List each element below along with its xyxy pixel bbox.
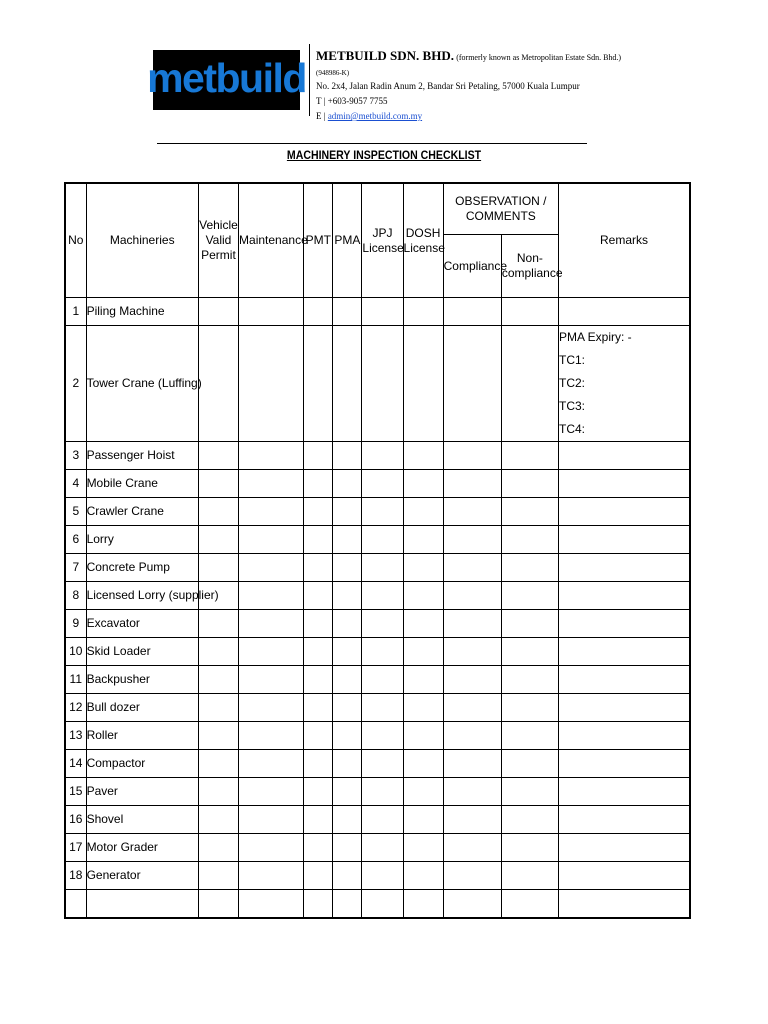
header-non-compliance: Non- compliance — [501, 235, 558, 298]
maintenance-cell[interactable] — [239, 806, 304, 834]
maintenance-cell[interactable] — [239, 722, 304, 750]
dosh-license-cell[interactable] — [403, 326, 443, 442]
jpj-license-cell[interactable] — [362, 694, 403, 722]
non-compliance-cell[interactable] — [501, 582, 558, 610]
header-no: No — [65, 183, 86, 298]
table-row — [65, 554, 690, 582]
pmt-cell[interactable] — [304, 722, 333, 750]
machinery-name: Concrete Pump — [86, 554, 198, 582]
pma-cell[interactable] — [333, 610, 362, 638]
vehicle-permit-cell[interactable] — [198, 666, 238, 694]
inspection-table — [64, 182, 691, 919]
remarks-cell[interactable] — [559, 298, 691, 326]
non-compliance-cell[interactable] — [501, 694, 558, 722]
remarks-line: TC2: — [559, 376, 586, 390]
remarks-cell[interactable] — [559, 610, 691, 638]
pmt-cell[interactable] — [304, 442, 333, 470]
vehicle-permit-cell[interactable] — [198, 722, 238, 750]
non-compliance-cell[interactable] — [501, 554, 558, 582]
row-number: 17 — [65, 834, 86, 862]
pma-cell[interactable] — [333, 326, 362, 442]
dosh-license-cell[interactable] — [403, 834, 443, 862]
compliance-cell[interactable] — [443, 298, 501, 326]
remarks-cell[interactable] — [559, 722, 691, 750]
phone-number: +603-9057 7755 — [327, 96, 388, 106]
compliance-cell[interactable] — [443, 722, 501, 750]
header-jpj-license: JPJ License — [362, 183, 403, 298]
table-row — [65, 470, 690, 498]
header-machineries: Machineries — [86, 183, 198, 298]
maintenance-cell[interactable] — [239, 554, 304, 582]
vehicle-permit-cell[interactable] — [198, 638, 238, 666]
header-pma: PMA — [333, 183, 362, 298]
table-row — [65, 526, 690, 554]
company-former-name: (formerly known as Metropolitan Estate Sdn. Bhd.) — [456, 53, 622, 62]
pma-cell[interactable] — [333, 862, 362, 890]
pma-cell[interactable] — [333, 666, 362, 694]
table-row — [65, 834, 690, 862]
row-number: 7 — [65, 554, 86, 582]
compliance-cell[interactable] — [443, 470, 501, 498]
compliance-cell[interactable] — [443, 554, 501, 582]
pma-cell[interactable] — [333, 750, 362, 778]
non-compliance-cell[interactable] — [501, 666, 558, 694]
dosh-license-cell[interactable] — [403, 722, 443, 750]
pma-cell[interactable] — [333, 470, 362, 498]
pmt-cell[interactable] — [304, 862, 333, 890]
table-row — [65, 326, 690, 442]
company-address: No. 2x4, Jalan Radin Anum 2, Bandar Sri Petaling, 57000 Kuala Lumpur — [316, 81, 580, 91]
table-row — [65, 666, 690, 694]
pmt-cell[interactable] — [304, 750, 333, 778]
maintenance-cell[interactable] — [239, 638, 304, 666]
non-compliance-cell[interactable] — [501, 298, 558, 326]
jpj-license-cell[interactable] — [362, 582, 403, 610]
vehicle-permit-cell[interactable] — [198, 610, 238, 638]
pmt-cell[interactable] — [304, 834, 333, 862]
machinery-name — [86, 890, 198, 918]
table-row — [65, 442, 690, 470]
table-row — [65, 298, 690, 326]
table-row — [65, 750, 690, 778]
non-compliance-cell[interactable] — [501, 722, 558, 750]
row-number: 8 — [65, 582, 86, 610]
jpj-license-cell[interactable] — [362, 498, 403, 526]
pma-cell[interactable] — [333, 778, 362, 806]
email-link[interactable]: admin@metbuild.com.my — [327, 111, 423, 121]
remarks-cell[interactable] — [559, 694, 691, 722]
remarks-cell[interactable] — [559, 666, 691, 694]
jpj-license-cell[interactable] — [362, 554, 403, 582]
machinery-name: Passenger Hoist — [86, 442, 198, 470]
remarks-cell[interactable] — [559, 442, 691, 470]
maintenance-cell[interactable] — [239, 526, 304, 554]
maintenance-cell[interactable] — [239, 610, 304, 638]
jpj-license-cell[interactable] — [362, 862, 403, 890]
compliance-cell[interactable] — [443, 610, 501, 638]
jpj-license-cell[interactable] — [362, 750, 403, 778]
compliance-cell[interactable] — [443, 582, 501, 610]
pmt-cell[interactable] — [304, 498, 333, 526]
row-number: 5 — [65, 498, 86, 526]
machinery-name: Generator — [86, 862, 198, 890]
vehicle-permit-cell[interactable] — [198, 834, 238, 862]
machinery-name: Tower Crane (Luffing) — [86, 326, 198, 442]
remarks-cell[interactable] — [559, 526, 691, 554]
table-row — [65, 610, 690, 638]
pmt-cell[interactable] — [304, 298, 333, 326]
machinery-name: Crawler Crane — [86, 498, 198, 526]
jpj-license-cell[interactable] — [362, 834, 403, 862]
vehicle-permit-cell[interactable] — [198, 862, 238, 890]
jpj-license-cell[interactable] — [362, 326, 403, 442]
vehicle-permit-cell[interactable] — [198, 554, 238, 582]
row-number: 4 — [65, 470, 86, 498]
table-row — [65, 890, 690, 918]
table-row — [65, 862, 690, 890]
pmt-cell[interactable] — [304, 610, 333, 638]
company-reg-no: (948986-K) — [316, 69, 350, 77]
company-name: METBUILD SDN. BHD. — [316, 48, 454, 63]
vehicle-permit-cell[interactable] — [198, 526, 238, 554]
compliance-cell[interactable] — [443, 326, 501, 442]
non-compliance-cell[interactable] — [501, 442, 558, 470]
vehicle-permit-cell[interactable] — [198, 326, 238, 442]
header-rule — [157, 143, 587, 144]
vehicle-permit-cell[interactable] — [198, 806, 238, 834]
pma-cell[interactable] — [333, 694, 362, 722]
compliance-cell[interactable] — [443, 526, 501, 554]
non-compliance-cell[interactable] — [501, 498, 558, 526]
maintenance-cell[interactable] — [239, 470, 304, 498]
machinery-name: Compactor — [86, 750, 198, 778]
maintenance-cell[interactable] — [239, 326, 304, 442]
compliance-cell[interactable] — [443, 862, 501, 890]
compliance-cell[interactable] — [443, 666, 501, 694]
pmt-cell[interactable] — [304, 554, 333, 582]
machinery-name: Piling Machine — [86, 298, 198, 326]
pma-cell[interactable] — [333, 442, 362, 470]
dosh-license-cell[interactable] — [403, 890, 443, 918]
row-number: 15 — [65, 778, 86, 806]
vehicle-permit-cell[interactable] — [198, 778, 238, 806]
non-compliance-cell[interactable] — [501, 638, 558, 666]
company-email — [316, 109, 621, 124]
pma-cell[interactable] — [333, 298, 362, 326]
remarks-cell[interactable] — [559, 890, 691, 918]
machinery-name: Motor Grader — [86, 834, 198, 862]
non-compliance-cell[interactable] — [501, 326, 558, 442]
row-number: 14 — [65, 750, 86, 778]
compliance-cell[interactable] — [443, 498, 501, 526]
dosh-license-cell[interactable] — [403, 554, 443, 582]
pma-cell[interactable] — [333, 582, 362, 610]
row-number: 12 — [65, 694, 86, 722]
compliance-cell[interactable] — [443, 750, 501, 778]
pma-cell[interactable] — [333, 526, 362, 554]
jpj-license-cell[interactable] — [362, 666, 403, 694]
machinery-name: Licensed Lorry (supplier) — [86, 582, 198, 610]
company-logo — [147, 50, 306, 110]
vehicle-permit-cell[interactable] — [198, 298, 238, 326]
company-info — [316, 48, 621, 124]
jpj-license-cell[interactable] — [362, 778, 403, 806]
header-vehicle-valid-permit: Vehicle Valid Permit — [198, 183, 238, 298]
jpj-license-cell[interactable] — [362, 526, 403, 554]
row-number: 2 — [65, 326, 86, 442]
remarks-line: PMA Expiry: - — [559, 330, 632, 344]
dosh-license-cell[interactable] — [403, 778, 443, 806]
row-number: 13 — [65, 722, 86, 750]
compliance-cell[interactable] — [443, 806, 501, 834]
pmt-cell[interactable] — [304, 470, 333, 498]
maintenance-cell[interactable] — [239, 834, 304, 862]
remarks-line: TC1: — [559, 353, 586, 367]
table-row — [65, 582, 690, 610]
dosh-license-cell[interactable] — [403, 526, 443, 554]
dosh-license-cell[interactable] — [403, 862, 443, 890]
vehicle-permit-cell[interactable] — [198, 498, 238, 526]
machinery-name: Excavator — [86, 610, 198, 638]
pmt-cell[interactable] — [304, 806, 333, 834]
jpj-license-cell[interactable] — [362, 470, 403, 498]
table-row — [65, 694, 690, 722]
vehicle-permit-cell[interactable] — [198, 470, 238, 498]
non-compliance-cell[interactable] — [501, 890, 558, 918]
header-maintenance: Maintenance — [239, 183, 304, 298]
non-compliance-cell[interactable] — [501, 750, 558, 778]
row-number: 16 — [65, 806, 86, 834]
remarks-cell[interactable] — [559, 638, 691, 666]
compliance-cell[interactable] — [443, 638, 501, 666]
non-compliance-cell[interactable] — [501, 778, 558, 806]
dosh-license-cell[interactable] — [403, 694, 443, 722]
table-row — [65, 638, 690, 666]
jpj-license-cell[interactable] — [362, 806, 403, 834]
dosh-license-cell[interactable] — [403, 750, 443, 778]
maintenance-cell[interactable] — [239, 582, 304, 610]
table-row — [65, 806, 690, 834]
pma-cell[interactable] — [333, 890, 362, 918]
logo-text: metbuild — [147, 54, 306, 101]
machinery-name: Backpusher — [86, 666, 198, 694]
table-row — [65, 498, 690, 526]
maintenance-cell[interactable] — [239, 298, 304, 326]
header-remarks: Remarks — [559, 183, 691, 298]
remarks-cell[interactable] — [559, 582, 691, 610]
vehicle-permit-cell[interactable] — [198, 890, 238, 918]
maintenance-cell[interactable] — [239, 442, 304, 470]
dosh-license-cell[interactable] — [403, 442, 443, 470]
compliance-cell[interactable] — [443, 778, 501, 806]
maintenance-cell[interactable] — [239, 778, 304, 806]
pmt-cell[interactable] — [304, 526, 333, 554]
row-number: 9 — [65, 610, 86, 638]
maintenance-cell[interactable] — [239, 890, 304, 918]
maintenance-cell[interactable] — [239, 862, 304, 890]
non-compliance-cell[interactable] — [501, 806, 558, 834]
jpj-license-cell[interactable] — [362, 610, 403, 638]
header-pmt: PMT — [304, 183, 333, 298]
dosh-license-cell[interactable] — [403, 582, 443, 610]
dosh-license-cell[interactable] — [403, 638, 443, 666]
row-number: 18 — [65, 862, 86, 890]
maintenance-cell[interactable] — [239, 750, 304, 778]
remarks-cell[interactable] — [559, 498, 691, 526]
header-observation: OBSERVATION / COMMENTS — [443, 183, 558, 235]
table-row — [65, 722, 690, 750]
dosh-license-cell[interactable] — [403, 666, 443, 694]
pma-cell[interactable] — [333, 554, 362, 582]
compliance-cell[interactable] — [443, 890, 501, 918]
remarks-line: TC4: — [559, 422, 586, 436]
machinery-name: Bull dozer — [86, 694, 198, 722]
page-title: MACHINERY INSPECTION CHECKLIST — [286, 148, 482, 162]
jpj-license-cell[interactable] — [362, 298, 403, 326]
non-compliance-cell[interactable] — [501, 610, 558, 638]
pmt-cell[interactable] — [304, 778, 333, 806]
header-dosh-license: DOSH License — [403, 183, 443, 298]
pmt-cell[interactable] — [304, 666, 333, 694]
maintenance-cell[interactable] — [239, 498, 304, 526]
email-label: E | — [316, 111, 326, 121]
machinery-name: Lorry — [86, 526, 198, 554]
table-row — [65, 778, 690, 806]
machinery-name: Mobile Crane — [86, 470, 198, 498]
compliance-cell[interactable] — [443, 694, 501, 722]
dosh-license-cell[interactable] — [403, 806, 443, 834]
remarks-cell[interactable] — [559, 778, 691, 806]
non-compliance-cell[interactable] — [501, 862, 558, 890]
pmt-cell[interactable] — [304, 694, 333, 722]
dosh-license-cell[interactable] — [403, 610, 443, 638]
compliance-cell[interactable] — [443, 442, 501, 470]
jpj-license-cell[interactable] — [362, 722, 403, 750]
row-number: 6 — [65, 526, 86, 554]
jpj-license-cell[interactable] — [362, 442, 403, 470]
dosh-license-cell[interactable] — [403, 470, 443, 498]
non-compliance-cell[interactable] — [501, 470, 558, 498]
remarks-cell[interactable] — [559, 834, 691, 862]
compliance-cell[interactable] — [443, 834, 501, 862]
jpj-license-cell[interactable] — [362, 638, 403, 666]
remarks-line: TC3: — [559, 399, 586, 413]
non-compliance-cell[interactable] — [501, 834, 558, 862]
pma-cell[interactable] — [333, 498, 362, 526]
pmt-cell[interactable] — [304, 638, 333, 666]
machinery-name: Shovel — [86, 806, 198, 834]
maintenance-cell[interactable] — [239, 694, 304, 722]
header-compliance: Compliance — [443, 235, 501, 298]
pmt-cell[interactable] — [304, 582, 333, 610]
pma-cell[interactable] — [333, 722, 362, 750]
vehicle-permit-cell[interactable] — [198, 442, 238, 470]
vehicle-permit-cell[interactable] — [198, 750, 238, 778]
row-number: 3 — [65, 442, 86, 470]
row-number — [65, 890, 86, 918]
pma-cell[interactable] — [333, 806, 362, 834]
jpj-license-cell[interactable] — [362, 890, 403, 918]
machinery-name: Skid Loader — [86, 638, 198, 666]
remarks-cell[interactable] — [559, 470, 691, 498]
vehicle-permit-cell[interactable] — [198, 694, 238, 722]
remarks-cell[interactable] — [559, 862, 691, 890]
pma-cell[interactable] — [333, 638, 362, 666]
row-number: 11 — [65, 666, 86, 694]
company-phone — [316, 94, 621, 109]
remarks-cell[interactable] — [559, 806, 691, 834]
remarks-cell[interactable] — [559, 326, 691, 442]
header-divider — [309, 44, 310, 116]
non-compliance-cell[interactable] — [501, 526, 558, 554]
dosh-license-cell[interactable] — [403, 498, 443, 526]
maintenance-cell[interactable] — [239, 666, 304, 694]
dosh-license-cell[interactable] — [403, 298, 443, 326]
row-number: 10 — [65, 638, 86, 666]
phone-label: T | — [316, 96, 326, 106]
machinery-name: Paver — [86, 778, 198, 806]
remarks-cell[interactable] — [559, 554, 691, 582]
pmt-cell[interactable] — [304, 326, 333, 442]
machinery-name: Roller — [86, 722, 198, 750]
row-number: 1 — [65, 298, 86, 326]
pmt-cell[interactable] — [304, 890, 333, 918]
remarks-cell[interactable] — [559, 750, 691, 778]
pma-cell[interactable] — [333, 834, 362, 862]
